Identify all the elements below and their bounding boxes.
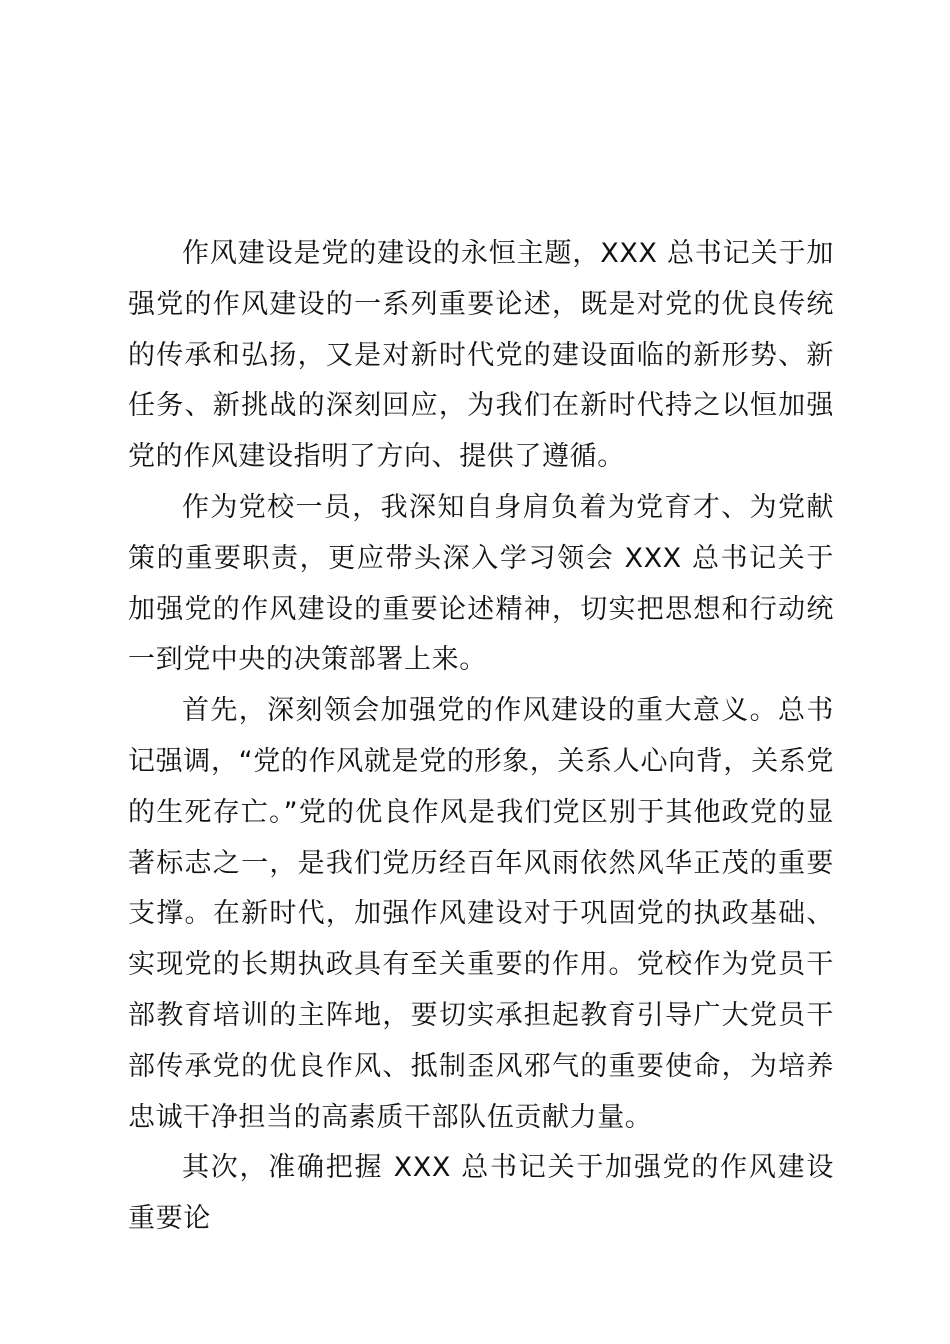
paragraph-significance: 首先，深刻领会加强党的作风建设的重大意义。总书记强调，“党的作风就是党的形象，关系人心向背，关系党的生死存亡。”党的优良作风是我们党区别于其他政党的显著标志之一，是我们党历经百年风雨依然风华正茂的重要支撑。在新时代，加强作风建设对于巩固党的执政基础、实现党的长期执政具有至关重要的作用。党校作为党员干部教育培训的主阵地，要切实承担起教育引导广大党员干部传承党的优良作风、抵制歪风邪气的重要使命，为培养忠诚干净担当的高素质干部队伍贡献力量。 bbox=[128, 695, 834, 1133]
paragraph-party-school-role: 作为党校一员，我深知自身肩负着为党育才、为党献策的重要职责，更应带头深入学习领会 XXX 总书记关于加强党的作风建设的重要论述精神，切实把思想和行动统一到党中央的决策部署上来。 bbox=[128, 491, 834, 676]
paragraph-intro: 作风建设是党的建设的永恒主题，XXX 总书记关于加强党的作风建设的一系列重要论述，既是对党的优良传统的传承和弘扬，又是对新时代党的建设面临的新形势、新任务、新挑战的深刻回应，为我们在新时代持之以恒加强党的作风建设指明了方向、提供了遵循。 bbox=[128, 238, 834, 473]
paragraph-grasp-essence: 其次，准确把握 XXX 总书记关于加强党的作风建设重要论 bbox=[128, 1152, 834, 1235]
document-body bbox=[128, 229, 834, 1245]
